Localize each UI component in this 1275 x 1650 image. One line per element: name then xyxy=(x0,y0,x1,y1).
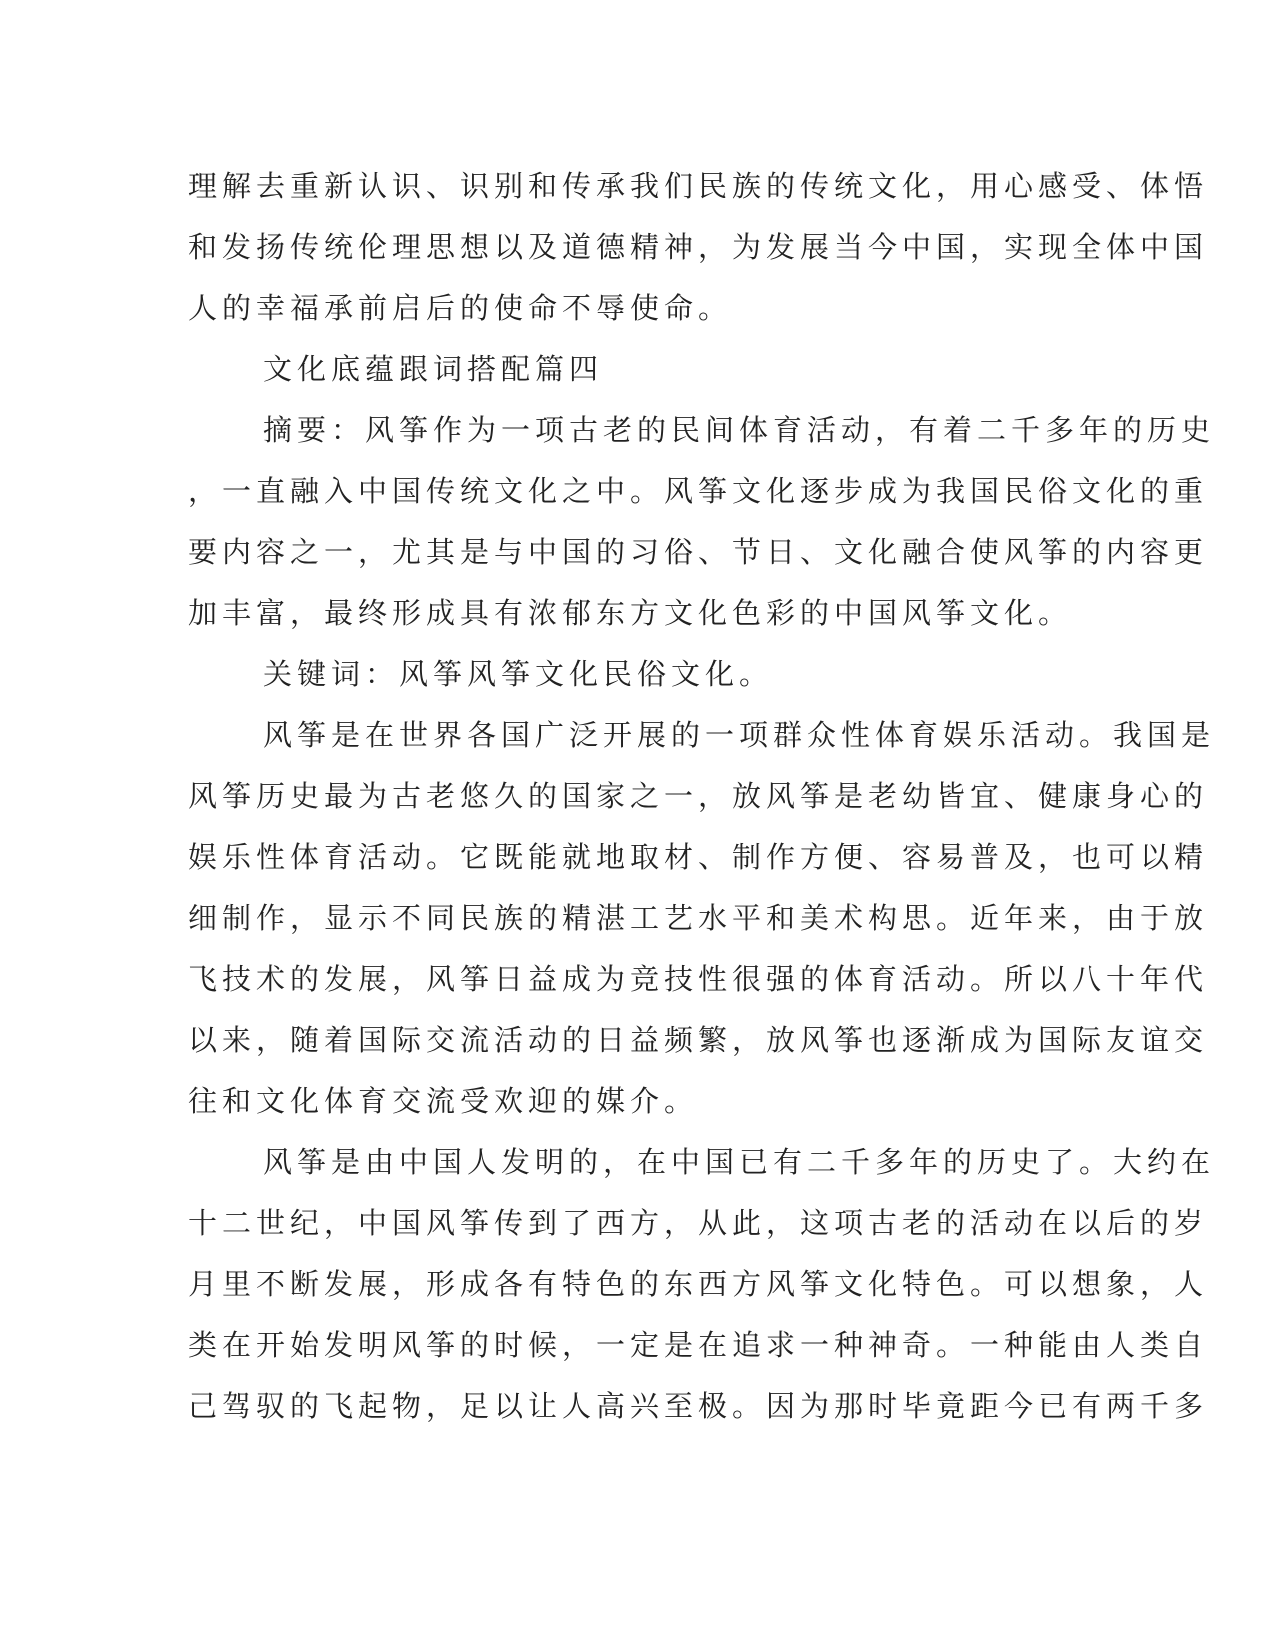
abstract-line: 摘要：风筝作为一项古老的民间体育活动，有着二千多年的历史 xyxy=(263,413,1216,447)
text-line: ，一直融入中国传统文化之中。风筝文化逐步成为我国民俗文化的重 xyxy=(188,474,1209,508)
text-line: 往和文化体育交流受欢迎的媒介。 xyxy=(188,1084,699,1118)
text-line: 细制作，显示不同民族的精湛工艺水平和美术构思。近年来，由于放 xyxy=(188,901,1209,935)
section-heading: 文化底蕴跟词搭配篇四 xyxy=(263,352,604,386)
text-line: 要内容之一，尤其是与中国的习俗、节日、文化融合使风筝的内容更 xyxy=(188,535,1209,569)
text-line: 月里不断发展，形成各有特色的东西方风筝文化特色。可以想象，人 xyxy=(188,1267,1209,1301)
body-text xyxy=(188,156,1216,1437)
paragraph-start: 风筝是在世界各国广泛开展的一项群众性体育娱乐活动。我国是 xyxy=(263,718,1216,752)
text-line: 飞技术的发展，风筝日益成为竞技性很强的体育活动。所以八十年代 xyxy=(188,962,1209,996)
text-line: 理解去重新认识、识别和传承我们民族的传统文化，用心感受、体悟 xyxy=(188,169,1209,203)
text-line: 十二世纪，中国风筝传到了西方，从此，这项古老的活动在以后的岁 xyxy=(188,1206,1209,1240)
text-line: 类在开始发明风筝的时候，一定是在追求一种神奇。一种能由人类自 xyxy=(188,1328,1209,1362)
text-line: 风筝历史最为古老悠久的国家之一，放风筝是老幼皆宜、健康身心的 xyxy=(188,779,1209,813)
text-line: 娱乐性体育活动。它既能就地取材、制作方便、容易普及，也可以精 xyxy=(188,840,1209,874)
text-line: 和发扬传统伦理思想以及道德精神，为发展当今中国，实现全体中国 xyxy=(188,230,1209,264)
text-line: 人的幸福承前启后的使命不辱使命。 xyxy=(188,291,733,325)
text-line: 己驾驭的飞起物，足以让人高兴至极。因为那时毕竟距今已有两千多 xyxy=(188,1389,1209,1423)
keywords-line: 关键词：风筝风筝文化民俗文化。 xyxy=(263,657,774,691)
paragraph-start: 风筝是由中国人发明的，在中国已有二千多年的历史了。大约在 xyxy=(263,1145,1216,1179)
text-line: 加丰富，最终形成具有浓郁东方文化色彩的中国风筝文化。 xyxy=(188,596,1073,630)
text-line: 以来，随着国际交流活动的日益频繁，放风筝也逐渐成为国际友谊交 xyxy=(188,1023,1209,1057)
